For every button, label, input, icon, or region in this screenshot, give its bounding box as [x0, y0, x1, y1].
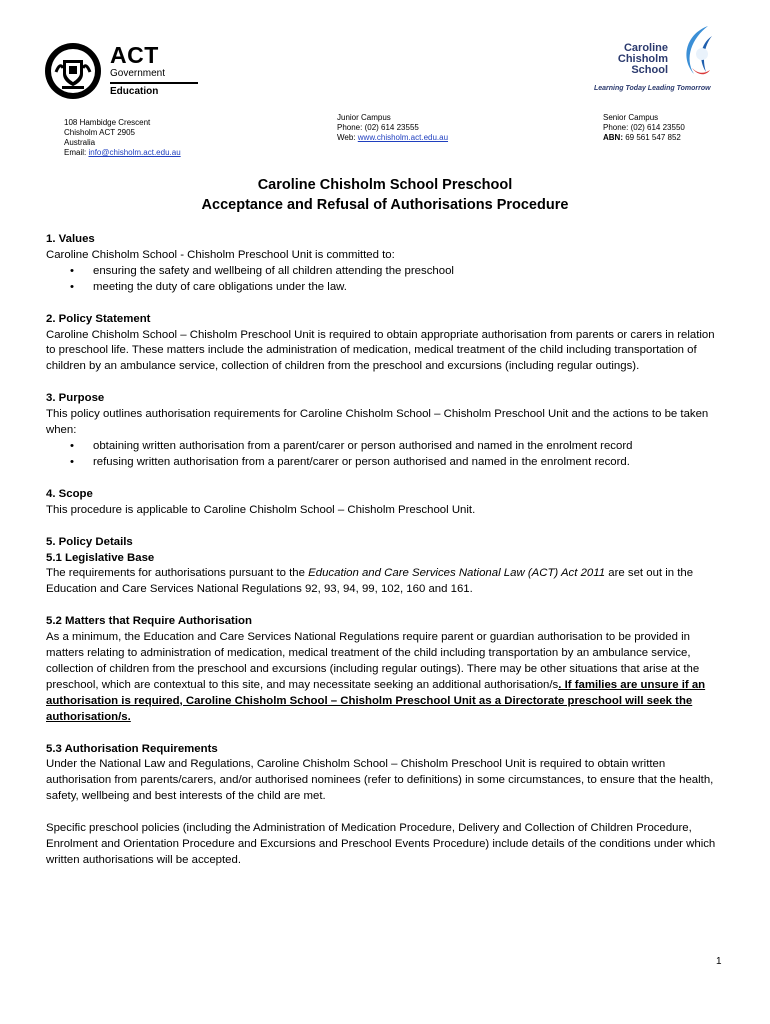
school-logo-line3: School [631, 64, 668, 76]
junior-campus-block [337, 113, 448, 143]
page-number: 1 [716, 956, 722, 967]
school-logo-line1: Caroline [623, 42, 668, 54]
abn-value: 69 561 547 852 [625, 133, 681, 142]
school-swoosh-icon [672, 24, 714, 80]
junior-campus-web-row [337, 133, 448, 143]
policy-statement-heading: 2. Policy Statement [46, 312, 151, 325]
school-logo [594, 22, 716, 96]
policy-details-heading: 5. Policy Details [46, 535, 133, 548]
values-intro: Caroline Chisholm School - Chisholm Preschool Unit is committed to: [46, 248, 395, 261]
school-logo-name [618, 43, 668, 76]
address-line1: 108 Hambidge Crescent [64, 118, 151, 127]
abn-label: ABN: [603, 133, 623, 142]
list-item: • obtaining written authorisation from a parent/carer or person authorised and named in the enrolment record [46, 439, 726, 455]
legislative-base-text [46, 566, 726, 598]
email-link[interactable]: info@chisholm.act.edu.au [88, 148, 181, 157]
document-body [46, 232, 726, 869]
act-coat-of-arms-icon [44, 42, 102, 100]
act-logo-department: Education [110, 86, 159, 97]
senior-campus-title: Senior Campus [603, 113, 659, 122]
senior-campus-abn-row [603, 133, 685, 143]
document-title-line2: Acceptance and Refusal of Authorisations Procedure [201, 197, 569, 213]
requirements-heading: 5.3 Authorisation Requirements [46, 742, 218, 755]
web-label: Web: [337, 133, 356, 142]
matters-heading: 5.2 Matters that Require Authorisation [46, 615, 252, 628]
policy-statement-text: Caroline Chisholm School – Chisholm Preschool Unit is required to obtain appropriate authorisation from parents or carers in relation to preschool life. These matters include the administration of medication, medical treatment of the child including transportation of children by an ambulance service, collection of children from the preschool and excursions (including regular outings). [46, 328, 715, 373]
list-item: • ensuring the safety and wellbeing of all children attending the preschool [46, 264, 726, 280]
act-logo-divider [110, 82, 198, 84]
junior-campus-title: Junior Campus [337, 113, 391, 122]
list-item: • meeting the duty of care obligations under the law. [46, 280, 726, 296]
purpose-list [46, 439, 726, 471]
scope-text: This procedure is applicable to Caroline Chisholm School – Chisholm Preschool Unit. [46, 503, 476, 516]
act-logo-subtitle: Government [110, 68, 166, 79]
act-name: Education and Care Services National Law (ACT) Act 2011 [308, 567, 606, 580]
legislative-text-after: are set out in the Education and Care Services National Regulations 92, 93, 94, 99, 102, 160 and 161. [46, 567, 694, 596]
act-logo-text [110, 44, 165, 97]
senior-campus-phone: Phone: (02) 614 23550 [603, 123, 685, 132]
values-heading: 1. Values [46, 233, 95, 245]
matters-body: As a minimum, the Education and Care Services National Regulations require parent or guardian authorisation to be provided in matters relating to administration of medication, medical treatment of the child including transportation by an ambulance service, collection of children from the preschool and excursions (including regular outings). There may be other situations that arise at the preschool, which are contextual to this site, and may necessitate seeking an additional authorisation/s [46, 631, 700, 691]
school-logo-line2: Chisholm [617, 53, 668, 65]
address-line3: Australia [64, 138, 96, 147]
requirements-text: Under the National Law and Regulations, Caroline Chisholm School – Chisholm Preschool Unit is required to obtain written authorisation from parents/carers, and/or authorised nominees (refer to definitions) in some circumstances, to ensure that the health, safety, wellbeing and best interests of the child are met. [46, 758, 714, 803]
address-line2: Chisholm ACT 2905 [64, 128, 135, 137]
requirements-text-2: Specific preschool policies (including the Administration of Medication Procedure, Delivery and Collection of Children Procedure, Enrolment and Orientation Procedure and Excursions and Preschool Events Procedure) include details of the conditions under which written authorisations will be accepted. [46, 822, 716, 866]
senior-campus-block [603, 113, 685, 143]
email-label: Email: [64, 148, 87, 157]
matters-text [46, 630, 726, 725]
purpose-heading: 3. Purpose [46, 392, 105, 405]
values-list [46, 264, 726, 296]
document-title-line1: Caroline Chisholm School Preschool [257, 177, 513, 193]
purpose-intro: This policy outlines authorisation requirements for Caroline Chisholm School – Chisholm Preschool Unit and the actions to be taken when: [46, 408, 709, 437]
list-item: • refusing written authorisation from a parent/carer or person authorised and named in the enrolment record. [46, 455, 726, 471]
matters-emphasis: . If families are unsure if an authorisation is required, Caroline Chisholm School – Chisholm Preschool Unit as a Directorate preschool will seek the authorisation/s. [46, 678, 706, 723]
school-address [64, 118, 181, 158]
junior-campus-phone: Phone: (02) 614 23555 [337, 123, 419, 132]
website-link[interactable]: www.chisholm.act.edu.au [357, 133, 449, 142]
act-logo-title: ACT [110, 42, 159, 68]
legislative-text-before: The requirements for authorisations pursuant to the [46, 567, 309, 580]
scope-heading: 4. Scope [46, 487, 93, 500]
school-tagline: Learning Today Leading Tomorrow [594, 85, 711, 92]
address-email-row [64, 148, 181, 158]
legislative-base-heading: 5.1 Legislative Base [46, 551, 155, 564]
act-government-logo [44, 42, 184, 98]
